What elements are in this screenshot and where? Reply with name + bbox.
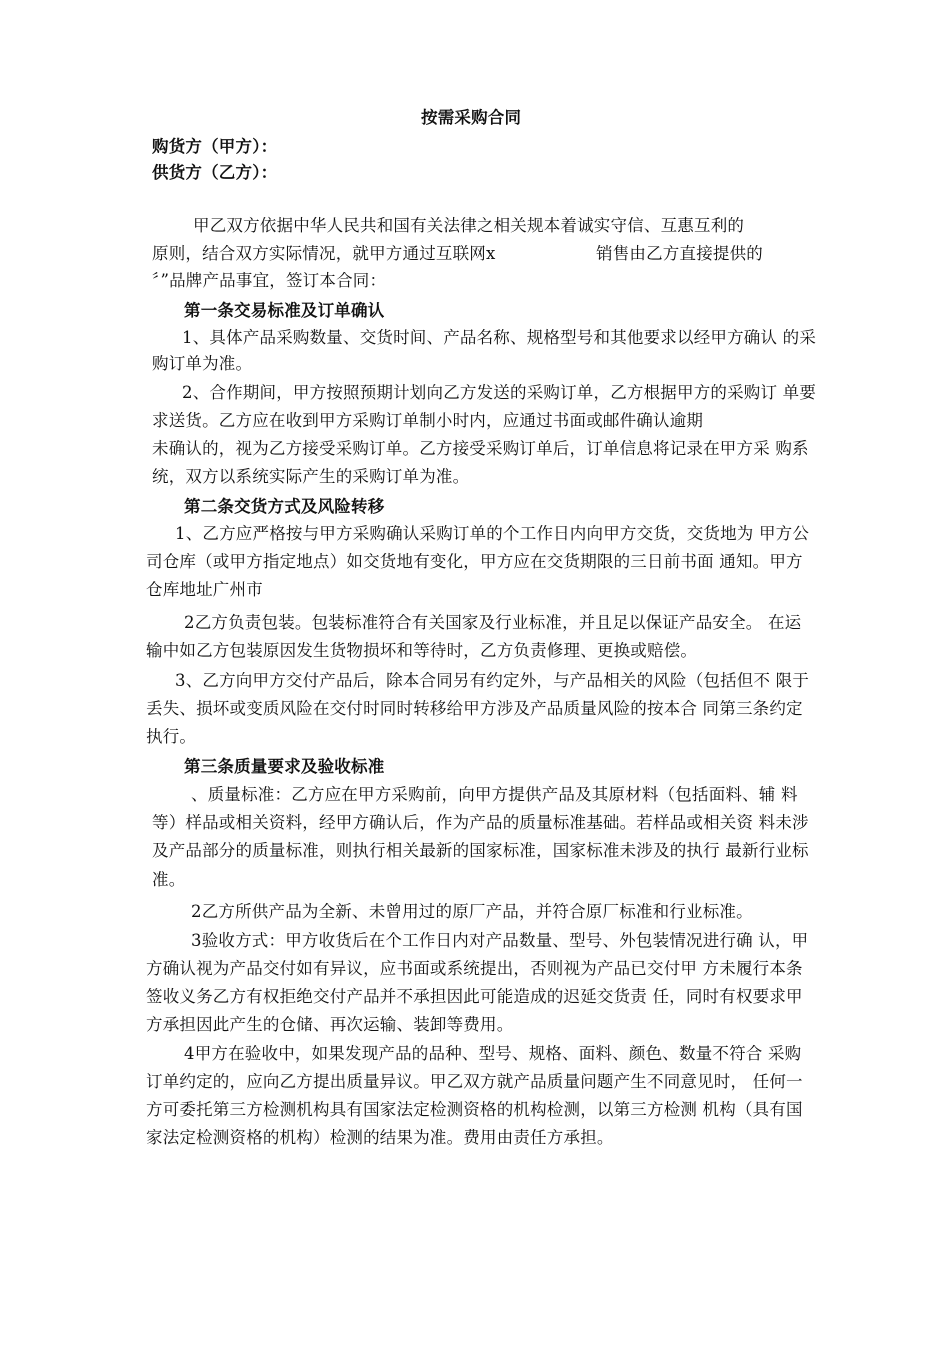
section-3-line: 、质量标准：乙方应在甲方采购前，向甲方提供产品及其原材料（包括面料、辅 料 xyxy=(191,785,798,804)
section-1-line: 求送货。乙方应在收到甲方采购订单制小时内，应通过书面或邮件确认逾期 xyxy=(152,411,704,430)
section-2-line: 输中如乙方包装原因发生货物损坏和等待时，乙方负责修理、更换或赔偿。 xyxy=(146,641,698,660)
section-1-heading: 第一条交易标准及订单确认 xyxy=(184,301,385,320)
intro-line-3: 〞”品牌产品事宜，签订本合同： xyxy=(152,271,387,290)
section-3-line: 3验收方式：甲方收货后在个工作日内对产品数量、型号、外包装情况进行确 认，甲 xyxy=(191,931,809,950)
section-2-line: 丢失、损坏或变质风险在交付时同时转移给甲方涉及产品质量风险的按本合 同第三条约定 xyxy=(146,699,803,718)
section-3-line: 方可委托第三方检测机构具有国家法定检测资格的机构检测，以第三方检测 机构（具有国 xyxy=(146,1100,803,1119)
section-2-line: 1、乙方应严格按与甲方采购确认采购订单的个工作日内向甲方交货，交货地为 甲方公 xyxy=(175,524,810,543)
section-1-line: 1、具体产品采购数量、交货时间、产品名称、规格型号和其他要求以经甲方确认 的采 xyxy=(182,328,817,347)
section-2-line: 仓库地址广州市 xyxy=(146,580,263,599)
section-3-heading: 第三条质量要求及验收标准 xyxy=(184,757,385,776)
intro-line-1: 甲乙双方依据中华人民共和国有关法律之相关规本着诚实守信、互惠互利的 xyxy=(193,216,745,235)
section-3-line: 等）样品或相关资料，经甲方确认后，作为产品的质量标准基础。若样品或相关资 料未涉 xyxy=(152,813,809,832)
section-2-line: 司仓库（或甲方指定地点）如交货地有变化，甲方应在交货期限的三日前书面 通知。甲方 xyxy=(146,552,803,571)
document-title: 按需采购合同 xyxy=(421,108,522,127)
section-3-line: 方确认视为产品交付如有异议，应书面或系统提出，否则视为产品已交付甲 方未履行本条 xyxy=(146,959,803,978)
section-1-line: 购订单为准。 xyxy=(152,354,253,373)
intro-line-2: 原则，结合双方实际情况，就甲方通过互联网x xyxy=(152,244,496,263)
section-3-line: 及产品部分的质量标准，则执行相关最新的国家标准，国家标准未涉及的执行 最新行业标 xyxy=(152,841,809,860)
section-3-line: 4甲方在验收中，如果发现产品的品种、型号、规格、面料、颜色、数量不符合 采购 xyxy=(184,1044,802,1063)
section-2-heading: 第二条交货方式及风险转移 xyxy=(184,497,385,516)
section-2-line: 执行。 xyxy=(146,727,197,746)
section-1-line: 2、合作期间，甲方按照预期计划向乙方发送的采购订单，乙方根据甲方的采购订 单要 xyxy=(182,383,817,402)
seller-label: 供货方（乙方）： xyxy=(152,163,278,182)
section-3-line: 2乙方所供产品为全新、未曾用过的原厂产品，并符合原厂标准和行业标准。 xyxy=(191,902,753,921)
section-2-line: 3、乙方向甲方交付产品后，除本合同另有约定外，与产品相关的风险（包括但不 限于 xyxy=(175,671,810,690)
buyer-label: 购货方（甲方）： xyxy=(152,137,278,156)
section-2-line: 2乙方负责包装。包装标准符合有关国家及行业标准，并且足以保证产品安全。 在运 xyxy=(184,613,802,632)
intro-line-2b: 销售由乙方直接提供的 xyxy=(596,244,763,263)
section-3-line: 签收义务乙方有权拒绝交付产品并不承担因此可能造成的迟延交货责 任，同时有权要求甲 xyxy=(146,987,803,1006)
section-3-line: 准。 xyxy=(152,870,186,889)
section-3-line: 家法定检测资格的机构）检测的结果为准。费用由责任方承担。 xyxy=(146,1128,614,1147)
section-3-line: 订单约定的，应向乙方提出质量异议。甲乙双方就产品质量问题产生不同意见时， 任何一 xyxy=(146,1072,803,1091)
section-1-line: 统，双方以系统实际产生的采购订单为准。 xyxy=(152,467,470,486)
section-1-line: 未确认的，视为乙方接受采购订单。乙方接受采购订单后，订单信息将记录在甲方采 购系 xyxy=(152,439,809,458)
section-3-line: 方承担因此产生的仓储、再次运输、装卸等费用。 xyxy=(146,1015,514,1034)
